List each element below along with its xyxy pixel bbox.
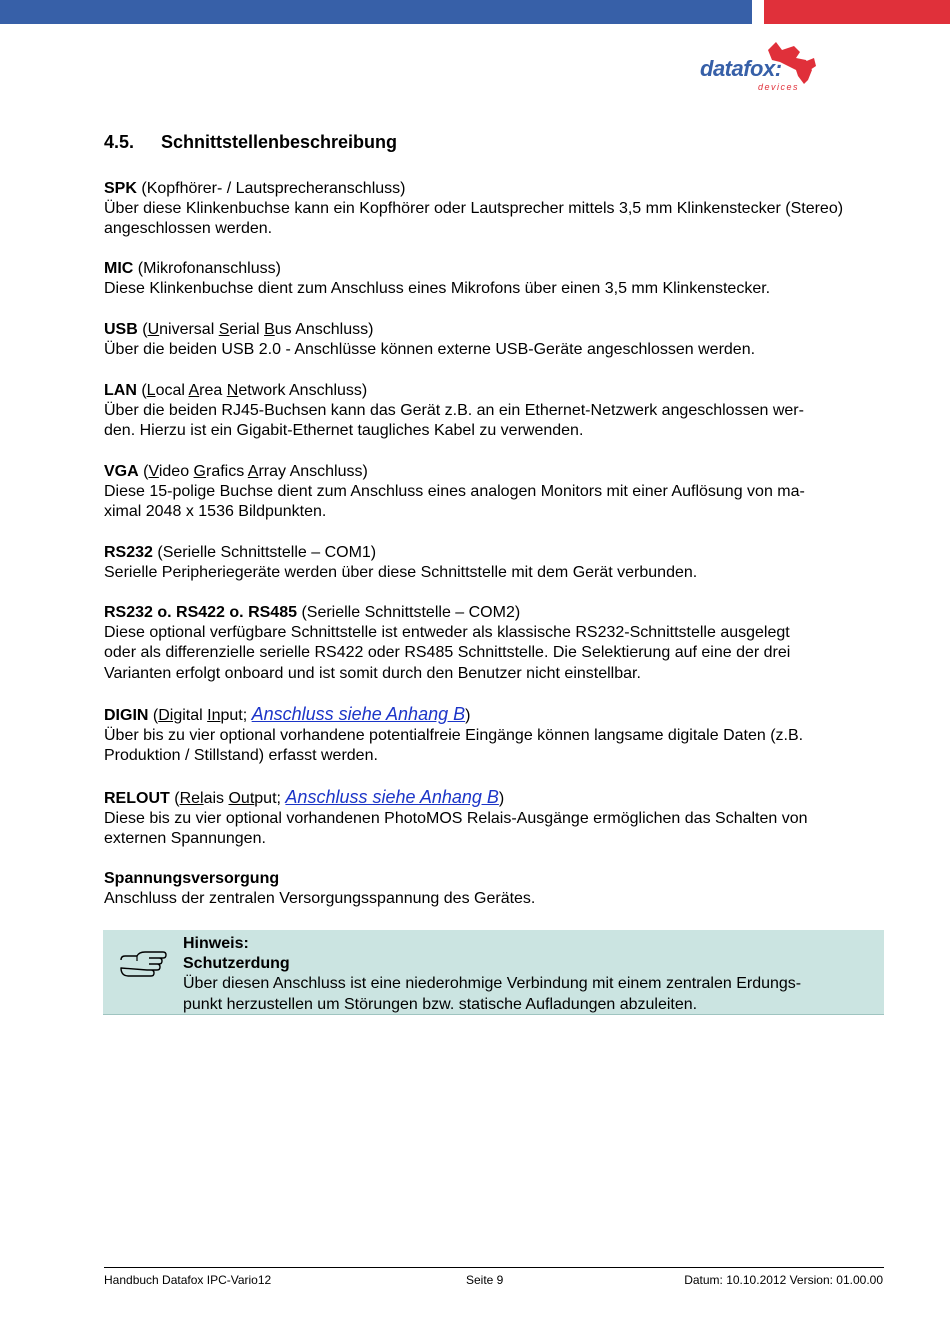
usb-term: USB (104, 321, 138, 338)
logo-subtitle: devices (758, 82, 800, 92)
relout-text-line-1: Diese bis zu vier optional vorhandenen PhotoMOS Relais-Ausgänge ermöglichen das Schalten von (104, 810, 808, 828)
spk-text: Über diese Klinkenbuchse kann ein Kopfhörer oder Lautsprecher mittels 3,5 mm Klinkenstecker (Stereo) angeschlossen werden. (104, 200, 844, 238)
digin-term: DIGIN (104, 707, 149, 724)
lan-word-1: ocal (155, 382, 189, 399)
header-bar-blue (0, 0, 752, 24)
mic-term: MIC (104, 260, 134, 277)
footer-date-version: Datum: 10.10.2012 Version: 01.00.00 (684, 1273, 883, 1287)
rs485-term: RS232 o. RS422 o. RS485 (104, 604, 297, 621)
digin-open-paren: ( (152, 707, 159, 724)
usb-word-2: erial (229, 321, 265, 338)
relout-text-line-2: externen Spannungen. (104, 830, 266, 848)
footer-page-number: Seite 9 (466, 1273, 504, 1287)
relout-section (104, 787, 884, 850)
rs485-paren: (Serielle Schnittstelle – COM2) (301, 604, 521, 621)
rs485-text-line-2: oder als differenzielle serielle RS422 oder RS485 Schnittstelle. Die Selektierung auf eine der drei (104, 644, 791, 662)
header-bar-red (764, 0, 950, 24)
vga-text-line-2: ximal 2048 x 1536 Bildpunkten. (104, 503, 327, 521)
note-text (183, 934, 873, 1015)
lan-word-2: rea (199, 382, 227, 399)
lan-text-line-1: Über die beiden RJ45-Buchsen kann das Gerät z.B. an ein Ethernet-Netzwerk angeschlossen wer- (104, 402, 804, 420)
usb-initial-u: U (147, 321, 160, 338)
lan-term: LAN (104, 382, 137, 399)
vga-word-3: rray Anschluss) (258, 463, 368, 480)
vga-text-line-1: Diese 15-polige Buchse dient zum Anschluss eines analogen Monitors mit einer Auflösung von ma- (104, 483, 805, 501)
usb-word-1: niversal (159, 321, 219, 338)
note-title: Schutzerdung (183, 955, 290, 973)
digin-text-line-2: Produktion / Stillstand) erfasst werden. (104, 747, 378, 765)
rs232-section (104, 543, 884, 583)
mic-paren: (Mikrofonanschluss) (137, 260, 281, 277)
heading-title: Schnittstellenbeschreibung (161, 132, 398, 152)
lan-section: LAN (Local Area Network Anschluss) Über die beiden RJ45-Buchsen kann das Gerät z.B. an ein Ethernet-Netzwerk angeschlossen wer- den. Hierzu ist ein Gigabit-Ethernet taugliches Kabel zu verwenden. (104, 381, 884, 442)
vga-initial-g: G (193, 463, 206, 480)
relout-word-2: put; (254, 790, 286, 807)
note-box (103, 930, 884, 1015)
footer-manual-title: Handbuch Datafox IPC-Vario12 (104, 1273, 272, 1287)
digin-initial-in: In (207, 707, 221, 724)
relout-term: RELOUT (104, 790, 170, 807)
vga-initial-a: A (247, 463, 259, 480)
digin-word-1: ital (182, 707, 208, 724)
rs485-text-line-3: Varianten erfolgt onboard und ist somit durch den Benutzer nicht einstellbar. (104, 664, 641, 682)
vga-term: VGA (104, 463, 139, 480)
rs485-text-line-1: Diese optional verfügbare Schnittstelle ist entweder als klassische RS232-Schnittstelle ausgelegt (104, 624, 790, 642)
usb-text: Über die beiden USB 2.0 - Anschlüsse können externe USB-Geräte angeschlossen werden. (104, 341, 756, 359)
mic-text: Diese Klinkenbuchse dient zum Anschluss eines Mikrofons über einen 3,5 mm Klinkenstecker. (104, 280, 771, 298)
relout-word-1: ais (203, 790, 229, 807)
relout-initial-out: Out (228, 790, 255, 807)
digin-appendix-link[interactable]: Anschluss siehe Anhang B (251, 704, 466, 724)
digin-close-paren: ) (465, 707, 471, 724)
spk-paren: (Kopfhörer- / Lautsprecheranschluss) (141, 180, 406, 197)
power-term: Spannungsversorgung (104, 870, 280, 887)
rs232-term: RS232 (104, 544, 153, 561)
lan-initial-l: L (146, 382, 156, 399)
rs232-paren: (Serielle Schnittstelle – COM1) (157, 544, 377, 561)
relout-open-paren: ( (174, 790, 180, 807)
vga-word-1: ideo (158, 463, 194, 480)
usb-initial-b: B (264, 321, 275, 338)
digin-initial-dig: Dig (158, 707, 183, 724)
lan-text-line-2: den. Hierzu ist ein Gigabit-Ethernet taugliches Kabel zu verwenden. (104, 422, 584, 440)
note-line-2: punkt herzustellen um Störungen bzw. statische Aufladungen abzuleiten. (183, 995, 698, 1013)
rs232-text: Serielle Peripheriegeräte werden über diese Schnittstelle mit dem Gerät verbunden. (104, 564, 698, 582)
rs485-section (104, 603, 884, 684)
note-label: Hinweis: (183, 935, 249, 952)
power-text: Anschluss der zentralen Versorgungsspannung des Gerätes. (104, 890, 536, 908)
footer-divider (104, 1267, 884, 1268)
vga-initial-v: V (148, 463, 159, 480)
lan-initial-a: A (188, 382, 200, 399)
mic-section (104, 259, 884, 299)
vga-section: VGA (Video Grafics Array Anschluss) Diese 15-polige Buchse dient zum Anschluss eines analogen Monitors mit einer Auflösung von ma- ximal 2048 x 1536 Bildpunkten. (104, 462, 884, 523)
relout-appendix-link[interactable]: Anschluss siehe Anhang B (285, 787, 499, 807)
relout-initial-rel: Rel (179, 790, 204, 807)
relout-close-paren: ) (498, 790, 505, 807)
digin-section (104, 704, 884, 767)
digin-word-2: put; (220, 707, 252, 724)
pointing-hand-icon (119, 948, 167, 978)
heading-number: 4.5. (104, 132, 135, 152)
power-section (104, 869, 884, 909)
digin-text-line-1: Über bis zu vier optional vorhandene potentialfreie Eingänge können langsame digitale Daten (z.B. (104, 727, 804, 745)
spk-section (104, 179, 884, 240)
usb-section: USB (Universal Serial Bus Anschluss) Über die beiden USB 2.0 - Anschlüsse können externe USB-Geräte angeschlossen werden. (104, 320, 884, 360)
section-heading (104, 132, 397, 153)
lan-word-3: etwork Anschluss) (238, 382, 368, 399)
datafox-logo (700, 40, 820, 96)
lan-initial-n: N (226, 382, 239, 399)
usb-word-3: us Anschluss) (274, 321, 374, 338)
note-line-1: Über diesen Anschluss ist eine niederohmige Verbindung mit einem zentralen Erdungs- (183, 975, 802, 993)
vga-word-2: rafics (206, 463, 248, 480)
usb-initial-s: S (218, 321, 230, 338)
logo-wordmark: datafox: (700, 56, 782, 81)
spk-term: SPK (104, 180, 137, 197)
